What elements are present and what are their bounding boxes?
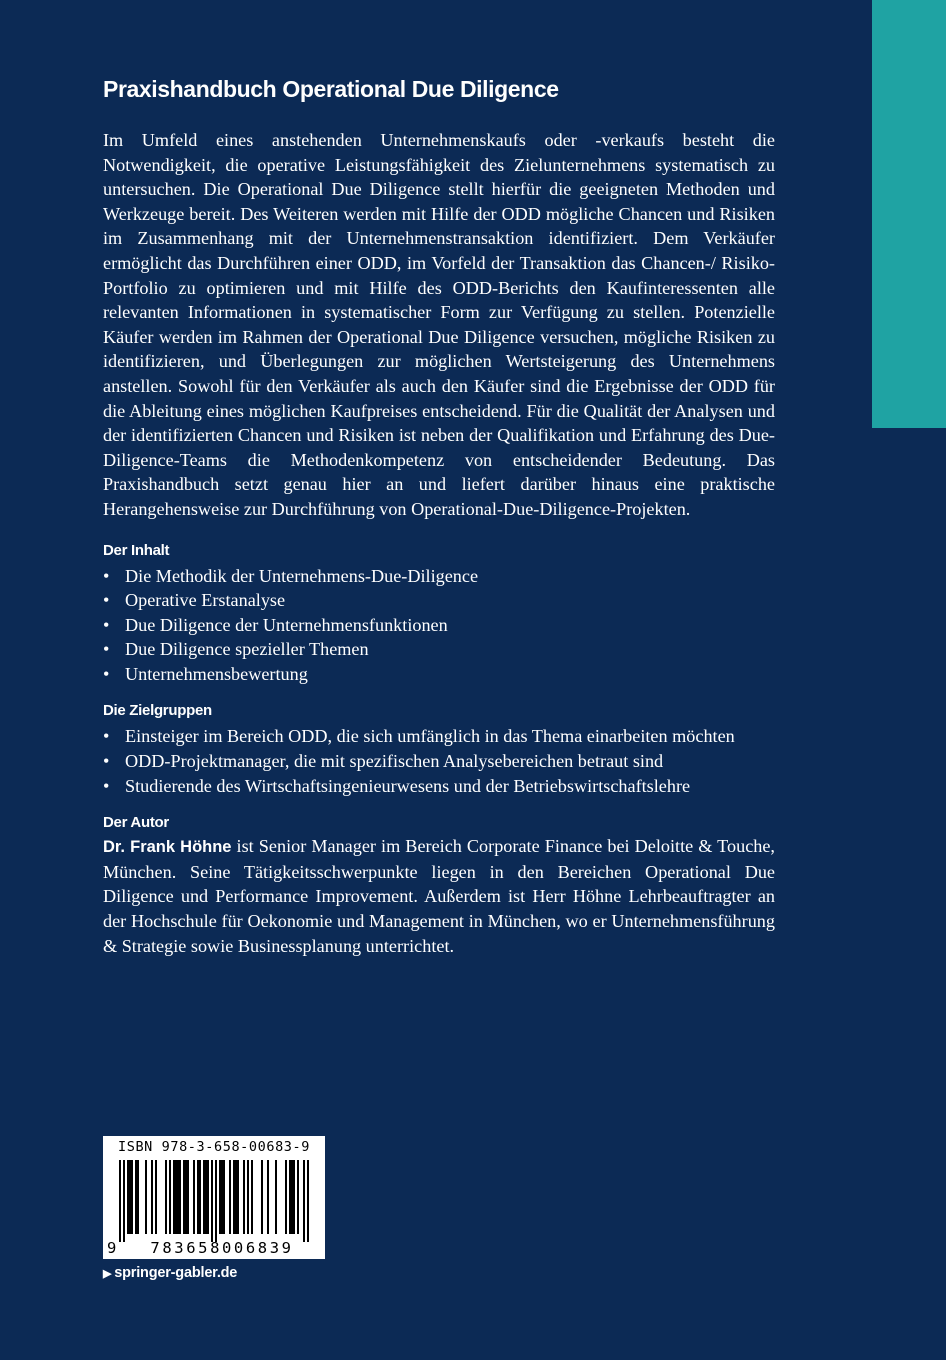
barcode-bar [179, 1160, 181, 1234]
section-heading: Der Autor [103, 814, 169, 832]
barcode-bar [219, 1160, 221, 1234]
bullet-icon: • [103, 590, 110, 611]
author-bio-text: ist Senior Manager im Bereich Corporate Finance bei Deloitte & Touche, München. Seine Tätigkeitsschwerpunkte liegen in den Bereichen Operational Due Diligence und Performance Improvement. Außerdem ist Herr Höhne Lehrbeauftragter an der Hochschule für Oekonomie und Management in München, wo er Unternehmensführung & Strategie sowie Businessplanung unterrichtet. [103, 836, 775, 956]
barcode-bar [205, 1160, 207, 1234]
barcode-bar [307, 1160, 309, 1242]
list-item: • ODD-Projektmanager, die mit spezifischen Analysebereichen betraut sind [103, 749, 775, 774]
barcode-bar [247, 1160, 249, 1234]
section-inhalt [103, 540, 775, 687]
bullet-icon: • [103, 726, 110, 747]
bullet-icon: • [103, 639, 110, 660]
barcode-bar [135, 1160, 137, 1234]
bullet-icon: • [103, 751, 110, 772]
arrow-right-icon: ▶ [103, 1267, 112, 1280]
barcode-bar [211, 1160, 213, 1242]
section-zielgruppen [103, 700, 775, 798]
barcode-bar [267, 1160, 269, 1234]
barcode-digits-rest: 783658006839 [150, 1239, 294, 1257]
barcode-bar [169, 1160, 171, 1234]
description [103, 128, 775, 522]
list-item: • Studierende des Wirtschaftsingenieurwesens und der Betriebswirtschaftslehre [103, 774, 775, 799]
barcode-bar [145, 1160, 147, 1234]
barcode-digit-first: 9 [107, 1239, 117, 1257]
barcode-bar [165, 1160, 167, 1234]
list-item: • Due Diligence spezieller Themen [103, 637, 775, 662]
barcode-bar [129, 1160, 131, 1234]
barcode-bar [237, 1160, 239, 1234]
barcode-bar [215, 1160, 217, 1242]
list-item: • Einsteiger im Bereich ODD, die sich umfänglich in das Thema einarbeiten möchten [103, 724, 775, 749]
author-bio [103, 834, 775, 958]
barcode-bar [297, 1160, 299, 1234]
barcode-digits [107, 1239, 321, 1257]
barcode-bar [183, 1160, 185, 1234]
list-item: • Die Methodik der Unternehmens-Due-Diligence [103, 564, 775, 589]
back-cover-text [103, 72, 775, 958]
section-autor [103, 812, 775, 958]
barcode-bar [235, 1160, 237, 1234]
barcode-bar [251, 1160, 253, 1234]
list-item: • Operative Erstanalyse [103, 588, 775, 613]
barcode-bar [289, 1160, 291, 1234]
list-item: • Due Diligence der Unternehmensfunktionen [103, 613, 775, 638]
barcode-bar [177, 1160, 179, 1234]
bullet-icon: • [103, 775, 110, 796]
barcode-bar [151, 1160, 153, 1234]
barcode-bar [187, 1160, 189, 1234]
barcode-bar [175, 1160, 177, 1234]
barcode-bar [221, 1160, 223, 1234]
barcode-bar [207, 1160, 209, 1234]
zielgruppen-list [103, 724, 775, 798]
barcode-bar [193, 1160, 195, 1234]
barcode-bar [155, 1160, 157, 1234]
barcode-bar [197, 1160, 199, 1234]
publisher-link[interactable] [103, 1265, 237, 1281]
barcode-bar [173, 1160, 175, 1234]
barcode-bar [261, 1160, 263, 1234]
isbn-label: ISBN 978-3-658-00683-9 [117, 1139, 310, 1155]
barcode-bar [223, 1160, 225, 1234]
barcode-bar [285, 1160, 287, 1234]
barcode-bar [123, 1160, 125, 1242]
barcode-bar [137, 1160, 139, 1234]
barcode-bars [119, 1160, 309, 1242]
bullet-icon: • [103, 614, 110, 635]
barcode-bar [229, 1160, 231, 1234]
barcode-bar [199, 1160, 201, 1234]
bullet-icon: • [103, 663, 110, 684]
book-title: Praxishandbuch Operational Due Diligence [103, 76, 559, 102]
barcode-bar [203, 1160, 205, 1234]
intro-paragraph: Im Umfeld eines anstehenden Unternehmenskaufs oder -verkaufs besteht die Notwendigkeit, die operative Leistungsfähigkeit des Zielunternehmens systematisch zu untersuchen. Die Operational Due Diligence stellt hierfür die geeigneten Methoden und Werkzeuge bereit. Des Weiteren werden mit Hilfe der ODD mögliche Chancen und Risiken im Zusammenhang mit der Unternehmenstransaktion identifiziert. Dem Verkäufer ermöglicht das Durchführen einer ODD, im Vorfeld der Transaktion das Chancen-/ Risiko-Portfolio zu optimieren und mit Hilfe des ODD-Berichts den Kaufinteressenten alle relevanten Informationen in systematischer Form zur Verfügung zu stellen. Potenzielle Käufer werden im Rahmen der Operational Due Diligence versuchen, mögliche Risiken zu identifizieren, und Überlegungen zur möglichen Wertsteigerung des Unternehmens anstellen. Sowohl für den Verkäufer als auch den Käufer sind die Ergebnisse der ODD für die Ableitung eines möglichen Kaufpreises entscheidend. Für die Qualität der Analysen und der identifizierten Chancen und Risiken ist neben der Qualifikation und Erfahrung des Due-Diligence-Teams die Methodenkompetenz von entscheidender Bedeutung. Das Praxishandbuch setzt genau hier an und liefert darüber hinaus eine praktische Herangehensweise zur Durchführung von Operational-Due-Diligence-Projekten. [103, 130, 775, 519]
author-name: Dr. Frank Höhne [103, 838, 232, 857]
barcode-bar [303, 1160, 305, 1242]
barcode-bar [293, 1160, 295, 1234]
barcode-bar [127, 1160, 129, 1234]
barcode-bar [185, 1160, 187, 1234]
section-heading: Die Zielgruppen [103, 702, 212, 720]
barcode-bar [291, 1160, 293, 1234]
barcode-bar [131, 1160, 133, 1234]
barcode-bar [233, 1160, 235, 1234]
section-heading: Der Inhalt [103, 541, 170, 559]
inhalt-list [103, 564, 775, 687]
barcode-bar [275, 1160, 277, 1234]
publisher-url: springer-gabler.de [114, 1265, 238, 1281]
list-item: • Unternehmensbewertung [103, 662, 775, 687]
barcode-bar [119, 1160, 121, 1242]
accent-stripe [872, 0, 946, 428]
barcode-bar [243, 1160, 245, 1234]
isbn-barcode [103, 1136, 325, 1259]
bullet-icon: • [103, 565, 110, 586]
